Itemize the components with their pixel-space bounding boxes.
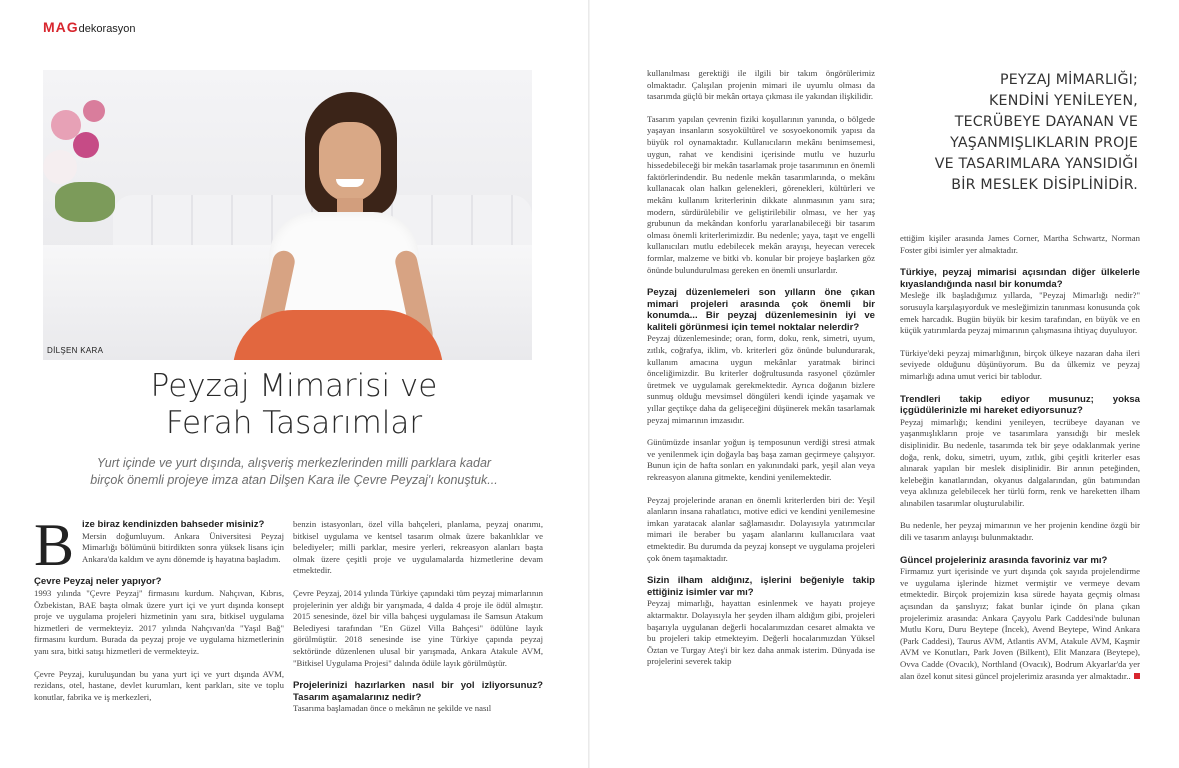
body-paragraph: ettiğim kişiler arasında James Corner, Martha Schwartz, Norman Foster gibi isimler yer almaktadır. xyxy=(900,233,1140,255)
article-title xyxy=(44,368,544,442)
title-line-2: Ferah Tasarımlar xyxy=(165,405,423,441)
body-paragraph: Günümüzde insanlar yoğun iş temposunun verdiği stresi atmak ve yenilenmek için doğayla baş başa zaman geçirmeye çalışıyor. Bunun için de hafta sonları en yakınındaki park, yeşil alan veya rekreasyon alanına gitmekte, kendini yenilemektedir. xyxy=(647,437,875,482)
body-paragraph: Peyzaj düzenlemesinde; oran, form, doku, renk, simetri, uyum, zıtlık, coğrafya, iklim, vb. kriterleri göz önünde bulundurarak, kullanım amacına uygun mekânlar yaratmak birinci önceliğimizdir. Bu kriterler doğrultusunda rasyonel çözümler üretmek ve uygulamak gerekmektedir. Ayrıca doğanın bizlere sunmuş olduğu mevsimsel döngüleri kendi içinde yaşamak ve yıllar geçtikçe daha da gelişeceğini düşünerek mekân tasarlamak peyzaj mimarının imzasıdır. xyxy=(647,333,875,425)
flower-magenta xyxy=(73,132,99,158)
body-paragraph: Tasarıma başlamadan önce o mekânın ne şekilde ve nasıl xyxy=(293,703,492,714)
question-heading: Türkiye, peyzaj mimarisi açısından diğer ülkelerle kıyaslandığında nasıl bir konumda? xyxy=(900,267,1140,290)
article-deck xyxy=(44,455,544,489)
final-paragraph-text: Firmamız yurt içerisinde ve yurt dışında çok sayıda projelendirme ve uygulama işlerinde hizmet vermiştir ve vermeye devam etmektedir. Birçok projemizin kısa sürede hayata geçmiş olması açısından da şanslıyız; fakat bunlar içinde ön plana çıkan projelerimiz arasında: Ankara Çayyolu Park Caddesi'nde bulunan Mutlu Koru, Duru Beytepe (İncek), Avend Beytepe, Wind Ankara (Park Caddesi), Taurus AVM, Atlantis AVM, Atakule AVM, Kaşmir AVM ve Konutları, Park Joven (Bilkent), Elit Manzara (Beytepe), Ovva Cadde (Ovacık), Northland (Ovacık), Bodrum Akyarlar'da yer alan özel konut sitesi güncel projelerimiz arasında yer almaktadır.. xyxy=(900,566,1140,681)
question-heading: Çevre Peyzaj neler yapıyor? xyxy=(34,576,162,588)
pull-quote-line: YAŞANMIŞLIKLARIN PROJE xyxy=(950,135,1138,151)
pull-quote-line: VE TASARIMLARA YANSIDIĞI xyxy=(934,156,1138,172)
question-heading: Sizin ilham aldığınız, işlerini beğeniyle takip ettiğiniz isimler var mı? xyxy=(647,575,875,598)
flower-leaves xyxy=(55,182,115,222)
body-paragraph: Çevre Peyzaj, kuruluşundan bu yana yurt içi ve yurt dışında AVM, rezidans, otel, hastane, devlet kurumları, kent parkları, site ve toplu konutlar, fabrika ve iş merkezleri, xyxy=(34,668,284,702)
brand-logo: MAG xyxy=(43,19,79,35)
body-paragraph: Çevre Peyzaj, 2014 yılında Türkiye çapındaki tüm peyzaj mimarlarının projelerinin yer aldığı bir yarışmada, 4 dalda 4 proje ile ödül almıştır. 2015 senesinde, özel bir villa bahçesi uygulaması ile Samsun Atakum Belediyesi tarafından "En Güzel Villa Bahçesi" ödülüne layık görülmüştür. 2018 senesinde ise yine Türkiye çapında peyzaj sektöründe düzenlenen ulusal bir yarışmada, Ankara Atakule AVM, "Bitkisel Uygulama Projesi" dalında ödüle layık görülmüştür. xyxy=(293,587,543,668)
column-3 xyxy=(647,68,875,679)
body-paragraph: Peyzaj projelerinde aranan en önemli kriterlerden biri de: Yeşil alanların insana rahatlatıcı, motive edici ve kendini yenilemesine imkan yaratacak alanlar sağlamasıdır. Dolayısıyla yatırımcılar mimari ile beraber bu yaşam alanlarını kullanıcılara vaat etmektedir. Bu durumda da peyzaj konsept ve uygulama projeleri çok önem taşımaktadır. xyxy=(647,494,875,563)
portrait-photo xyxy=(43,70,532,360)
subject-orange-skirt xyxy=(233,310,443,360)
drop-cap: B xyxy=(34,512,75,578)
pull-quote-line: PEYZAJ MİMARLIĞI; xyxy=(1000,72,1138,88)
body-paragraph: Bu nedenle, her peyzaj mimarının ve her projenin kendine özgü bir dili ve tasarım anlayışı bulunmaktadır. xyxy=(900,520,1140,543)
question-heading: ize biraz kendinizden bahseder misiniz? xyxy=(82,519,265,530)
question-heading: Projelerinizi hazırlarken nasıl bir yol izliyorsunuz? Tasarım aşamalarınız nedir? xyxy=(293,680,543,703)
flower-white xyxy=(43,150,77,184)
body-paragraph xyxy=(900,566,1140,682)
body-paragraph: Tasarım yapılan çevrenin fiziki koşullarının yanında, o bölgede yaşayan insanların sosyokültürel ve sosyoekonomik yapısı da büyük rol oynamaktadır. Kullanıcıların mekânı benimsemesi, uygun, rahat ve kendisini içerisinde mutlu ve huzurlu hissedebileceği bir mekân tasarlamak proje tasarımının en önemli faktörlerindendir. Bu nedenle mekân tasarımlarında, o mekânı kullanacak olan halkın gelenekleri, görenekleri, kültürleri ve mekânı kullanım kriterlerinin dikkate alınmasının yanı sıra; modern, sürdürülebilir ve geliştirilebilir olması, ve her yaş grubunun da mekândan konforlu yararlanabileceği bir tasarım olması önemli kriterlerimizdir. Bu nedenle; yaya, taşıt ve engelli kullanıcıları mutlu edebilecek mekân arayışı, heyecan verecek formlar, malzeme ve bitki vb. konular bir projeye başlarken göz önünde bulundurulması gereken en önemli unsurlardır. xyxy=(647,113,875,275)
deck-line-1: Yurt içinde ve yurt dışında, alışveriş merkezlerinden milli parklara kadar xyxy=(96,456,492,470)
body-paragraph: Peyzaj mimarlığı; kendini yenileyen, tecrübeye dayanan ve yaşanmışlıkların proje ve tasarımlara yansıdığı bir meslek disiplinidir. Bu nedenle, tasarımda tek bir şeye odaklanmak yerine doğa, renk, doku, simetri, uyum, zıtlık, gibi çeşitli kriterler esas alınarak yapılan bir meslek disiplinidir. Bir arının peteğinden, kelebeğin kanatlarından, okyanus dalgalarından, gün batımından veya aklınıza gelebilecek her türlü form, renk ve hareketten ilham alınabilen tasarımlar oluşturulabilir. xyxy=(900,416,1140,508)
section-name: dekorasyon xyxy=(78,23,136,35)
photo-caption: DİLŞEN KARA xyxy=(47,346,104,355)
body-paragraph: kullanılması gerektiği ile ilgili bir takım öngörülerimiz olmaktadır. Çalışılan projenin mimari ile uyumlu olması da tasarımda güçlü bir mekân ortaya çıkması ile yakından ilişkilidir. xyxy=(647,68,875,102)
question-heading: Peyzaj düzenlemeleri son yılların öne çıkan mimari projeleri arasında çok önemli bir konumda... Bir peyzaj düzenlemesinin iyi ve kaliteli görünmesi için temel noktalar nelerdir? xyxy=(647,287,875,333)
body-paragraph: 1993 yılında "Çevre Peyzaj" firmasını kurdum. Nahçıvan, Kıbrıs, Özbekistan, BAE başta olmak üzere yurt içi ve yurt dışında konsept proje ve uygulama projeleri hizmetinin yanı sıra, bitkisel uygulama hizmetleri de vermekteyiz. 2017 yılında Nahçıvan'da "Yaşıl Bağ" firmasını kurdum. Burada da peyzaj proje ve uygulama hizmetlerinin yanı sıra, bitki satışı hizmetleri de vermekteyiz. xyxy=(34,587,284,656)
body-paragraph: Peyzaj mimarlığı, hayattan esinlenmek ve hayatı projeye aktarmaktır. Dolayısıyla her şeyden ilham aldığım gibi, projeleri başarıyla uygulanan değerli hocalarımızdan cesaret almakta ve bu projeleri takip etmekteyim. Değerli hocalarımızdan Yüksel Öztan ve Turgay Ateş'i bir kez daha anmak isterim. Dünyada ise projelerini severek takip xyxy=(647,598,875,667)
column-1 xyxy=(34,512,284,714)
question-heading: Güncel projeleriniz arasında favoriniz var mı? xyxy=(900,554,1108,566)
body-paragraph: Türkiye'deki peyzaj mimarlığının, birçok ülkeye nazaran daha ileri seviyede olduğunu düşünüyorum. Bu da ülkemiz ve peyzaj mimarlığı adına umut verici bir tablodur. xyxy=(900,347,1140,381)
column-4 xyxy=(900,233,1140,693)
column-2 xyxy=(293,519,543,726)
magazine-brand xyxy=(43,19,136,37)
subject-face xyxy=(319,122,381,202)
question-heading: Trendleri takip ediyor musunuz; yoksa içgüdülerinizle mi hareket ediyorsunuz? xyxy=(900,393,1140,417)
flower-rose xyxy=(83,100,105,122)
pull-quote xyxy=(898,70,1138,196)
left-page xyxy=(0,0,589,768)
pull-quote-line: TECRÜBEYE DAYANAN VE xyxy=(954,114,1138,130)
body-paragraph: Mesleğe ilk başladığımız yıllarda, "Peyzaj Mimarlığı nedir?" sorusuyla karşılaşıyorduk ve mesleğimizin tanınması konusunda çok emek harcadık. Bugün büyük bir kesim tarafından, en büyük ve en küçük yatırımlarda peyzaj mimarının çalışmasına ihtiyaç duyuluyor. xyxy=(900,290,1140,336)
body-paragraph: Mersin doğumluyum. Ankara Üniversitesi Peyzaj Mimarlığı bölümünü bitirdikten sonra yüksek lisans için Ankara'da kaldım ve aynı dönemde iş hayatına başladım. xyxy=(82,530,284,564)
subject-smile xyxy=(336,179,364,187)
pull-quote-line: KENDİNİ YENİLEYEN, xyxy=(989,93,1138,109)
end-of-article-mark xyxy=(1134,673,1140,679)
body-paragraph: benzin istasyonları, özel villa bahçeleri, planlama, peyzaj onarımı, bitkisel uygulama ve kentsel tasarım olmak üzere bakanlıklar ve belediyeler; milli parklar, mesire yerleri, rekreasyon alanları başta olmak üzere çeşitli proje ve uygulamalarda hizmetlerine devam etmektedir. xyxy=(293,519,543,576)
title-line-1: Peyzaj Mimarisi ve xyxy=(150,368,438,404)
deck-line-2: birçok önemli projeye imza atan Dilşen Kara ile Çevre Peyzaj'ı konuştuk... xyxy=(90,473,498,487)
pull-quote-line: BİR MESLEK DİSİPLİNİDİR. xyxy=(951,177,1138,193)
